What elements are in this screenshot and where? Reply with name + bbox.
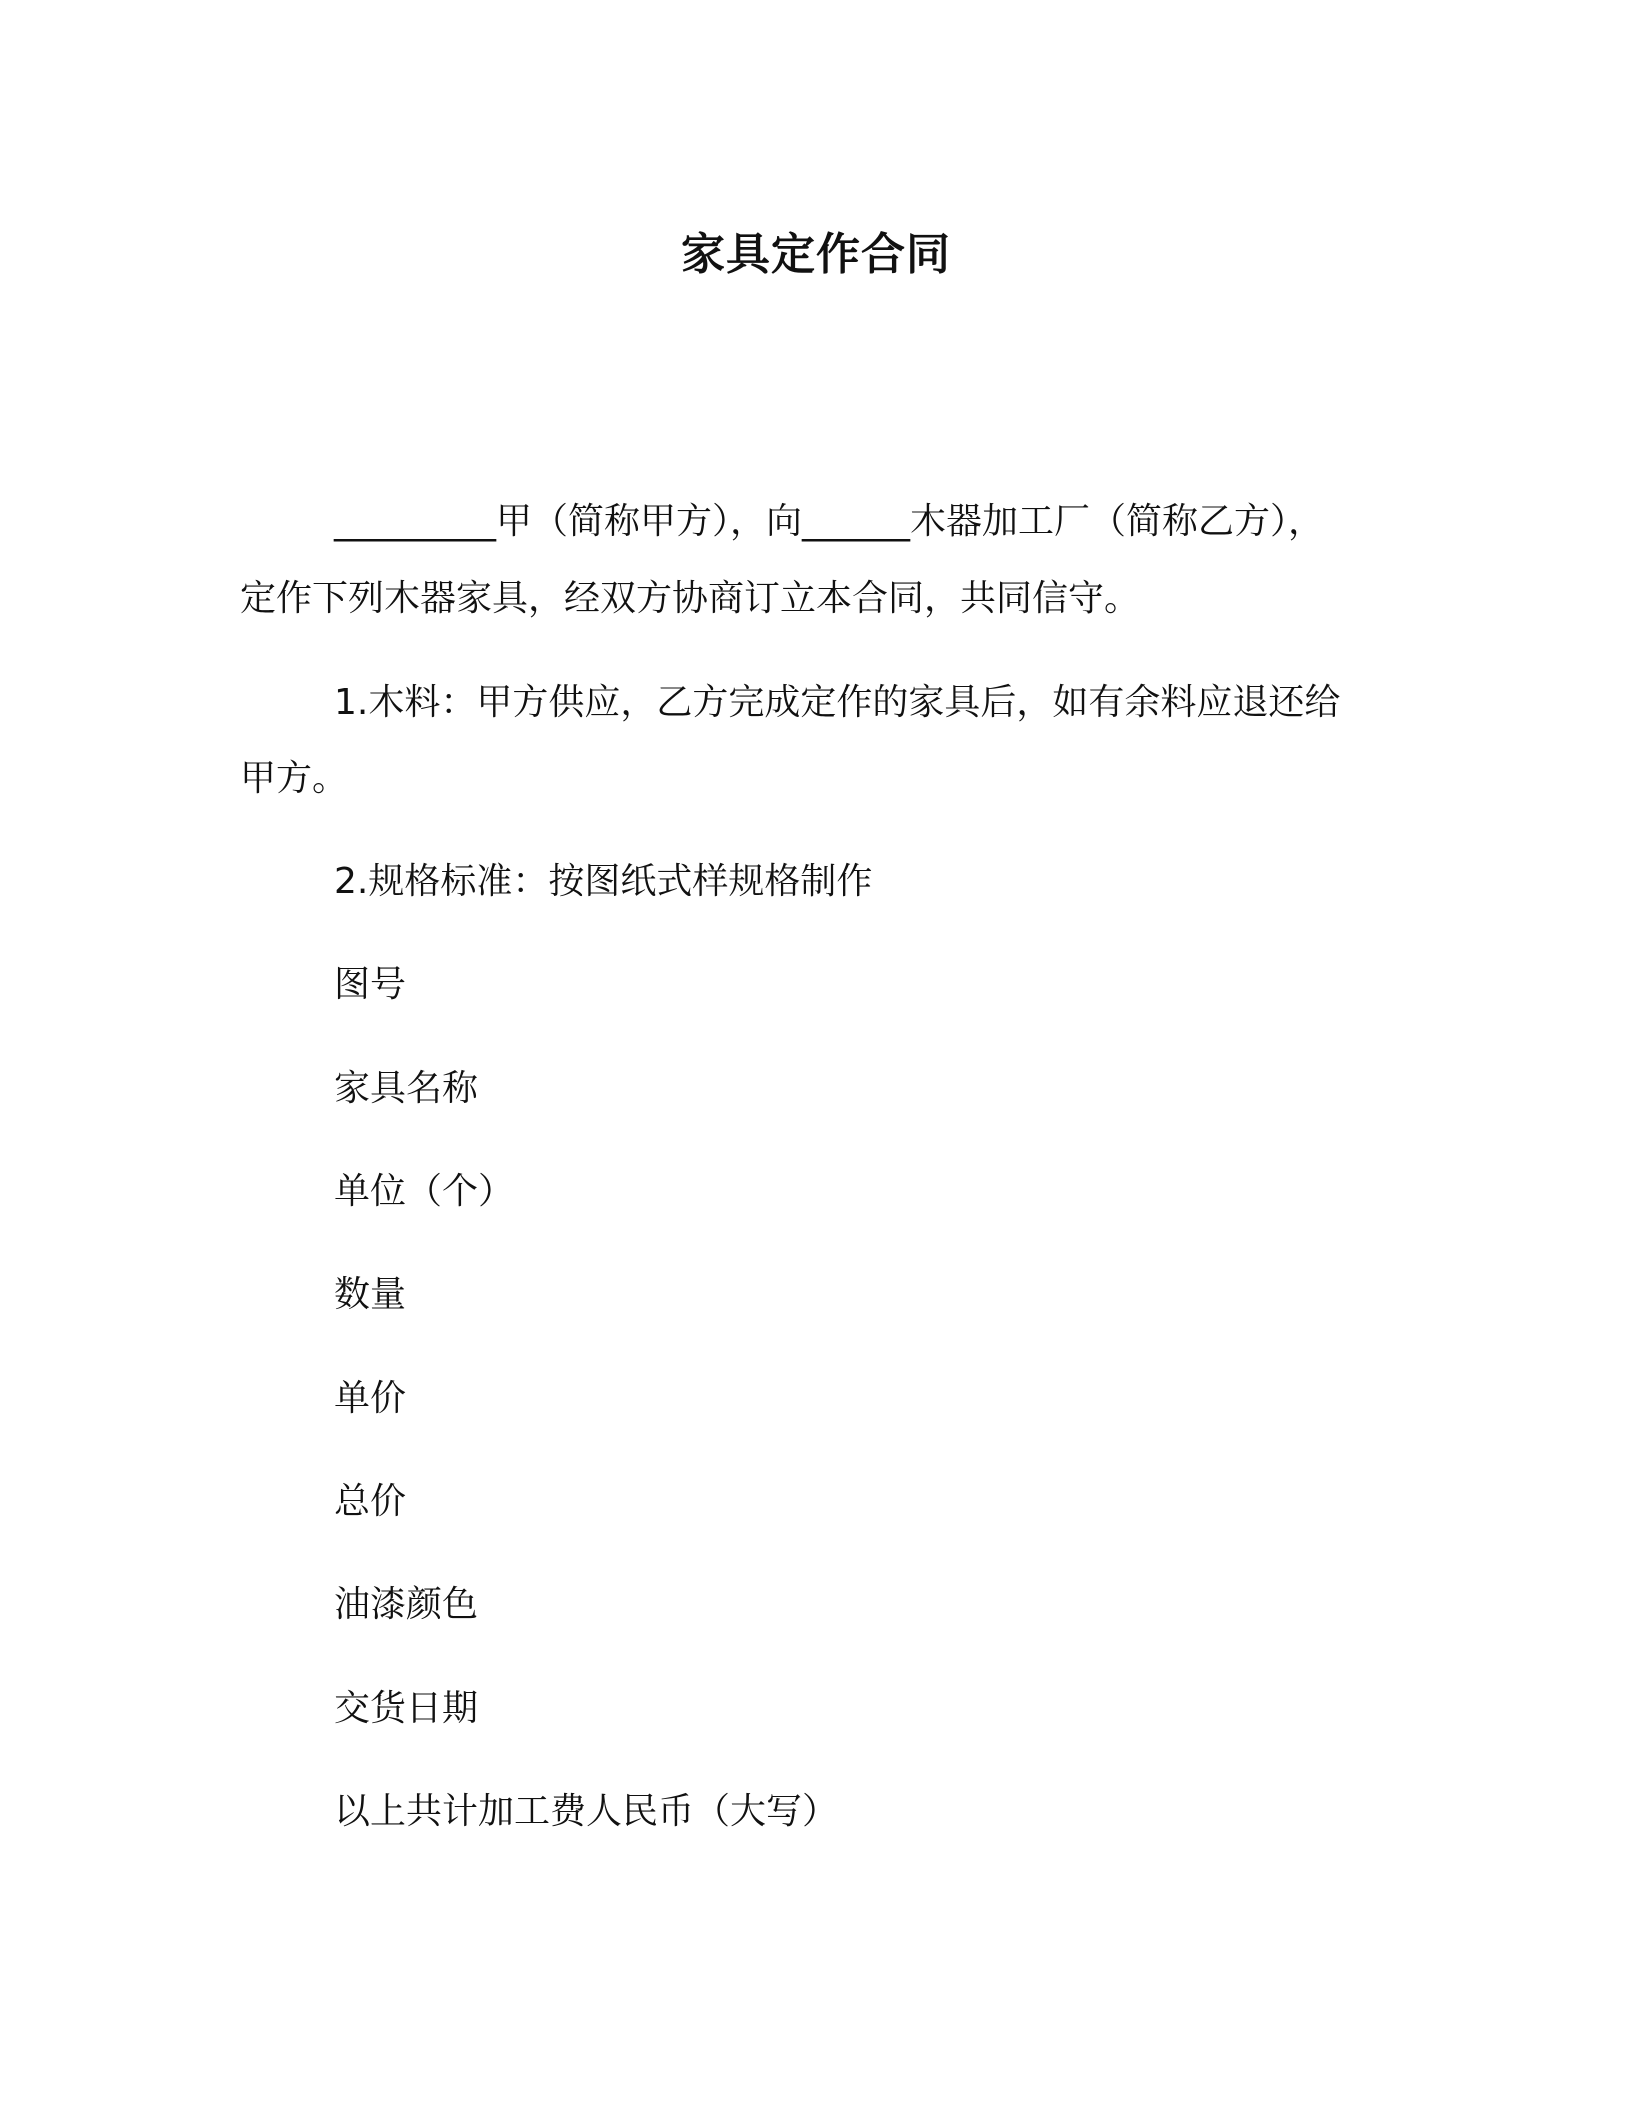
document-title: 家具定作合同 [681,229,951,280]
field-drawing-number: 图号 [334,964,407,1005]
clause-2-line-1: 2.规格标准：按图纸式样规格制作 [334,861,873,902]
field-total-fee: 以上共计加工费人民币（大写） [334,1791,839,1832]
intro-line-2: 定作下列木器家具，经双方协商订立本合同，共同信守。 [240,578,1141,619]
field-total-price: 总价 [334,1481,407,1522]
field-quantity: 数量 [334,1274,407,1315]
clause-1-line-2: 甲方。 [240,758,349,799]
field-paint-color: 油漆颜色 [334,1584,479,1625]
field-delivery-date: 交货日期 [334,1688,479,1729]
intro-line-1: _________甲（简称甲方），向______木器加工厂（简称乙方）， [334,501,1325,542]
clause-1-line-1: 1.木料：甲方供应，乙方完成定作的家具后，如有余料应退还给 [334,682,1341,723]
field-furniture-name: 家具名称 [334,1068,479,1109]
field-unit-price: 单价 [334,1378,407,1419]
field-unit: 单位（个） [334,1171,515,1212]
